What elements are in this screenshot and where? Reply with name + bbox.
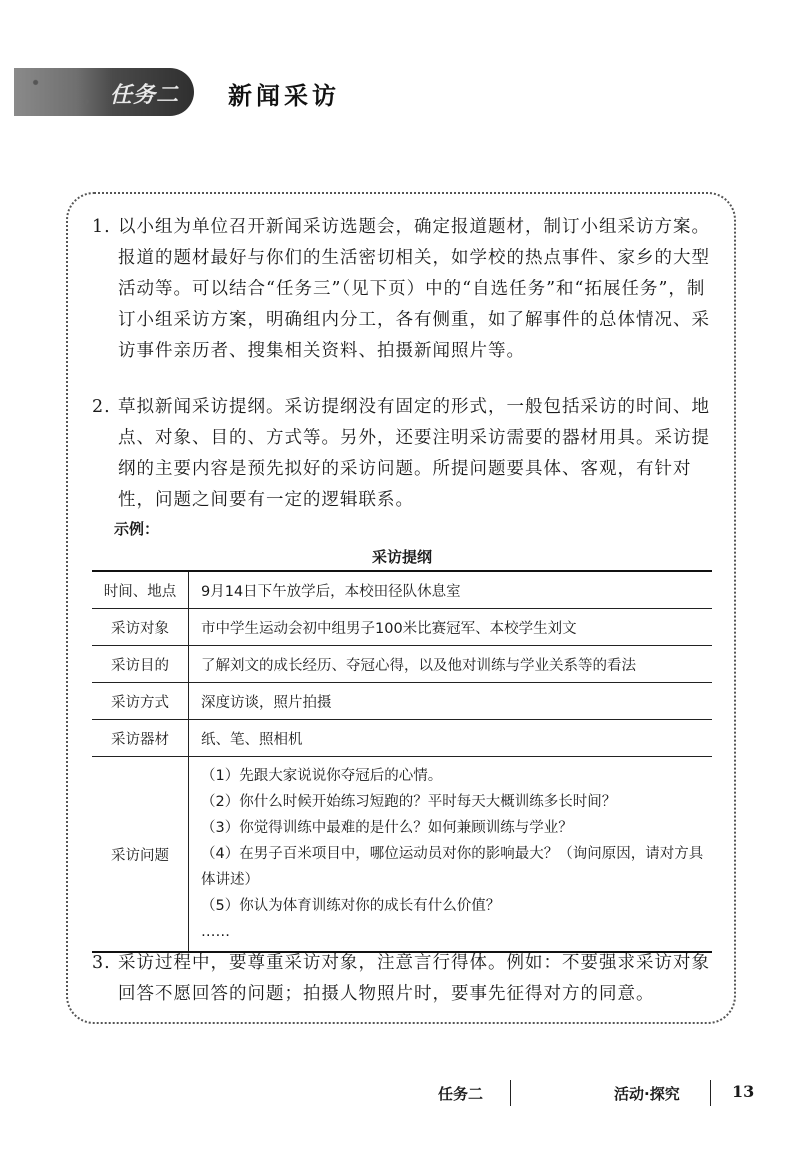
row-value: 深度访谈，照片拍摄 (189, 683, 713, 720)
table-row (92, 757, 712, 953)
item-text: 以小组为单位召开新闻采访选题会，确定报道题材，制订小组采访方案。报道的题材最好与你们的生活密切相关，如学校的热点事件、家乡的大型活动等。可以结合“任务三”（见下页）中的“自选任务”和“拓展任务”，制订小组采访方案，明确组内分工，各有侧重，如了解事件的总体情况、采访事件亲历者、搜集相关资料、拍摄新闻照片等。 (118, 217, 710, 361)
table-row (92, 683, 712, 720)
question-item: （4）在男子百米项目中，哪位运动员对你的影响最大？（询问原因，请对方具体讲述） (201, 846, 704, 888)
row-label: 采访问题 (92, 757, 189, 953)
question-item: （2）你什么时候开始练习短跑的？平时每天大概训练多长时间？ (201, 794, 617, 810)
row-value: 了解刘文的成长经历、夺冠心得，以及他对训练与学业关系等的看法 (189, 646, 713, 683)
item-text: 采访过程中，要尊重采访对象，注意言行得体。例如：不要强求采访对象回答不愿回答的问题；拍摄人物照片时，要事先征得对方的同意。 (118, 953, 710, 1004)
table-row (92, 720, 712, 757)
row-label: 采访对象 (92, 609, 189, 646)
row-label: 采访方式 (92, 683, 189, 720)
table-row (92, 571, 712, 609)
page-number: 13 (732, 1082, 755, 1101)
row-label: 时间、地点 (92, 571, 189, 609)
question-item: …… (201, 924, 230, 940)
footer-section: 活动·探究 (614, 1085, 680, 1103)
question-item: （5）你认为体育训练对你的成长有什么价值？ (201, 898, 501, 914)
task-badge-label: 任务二 (110, 83, 180, 108)
list-item-1 (92, 212, 720, 367)
item-text: 草拟新闻采访提纲。采访提纲没有固定的形式，一般包括采访的时间、地点、对象、目的、方式等。另外，还要注明采访需要的器材用具。采访提纲的主要内容是预先拟好的采访问题。所提问题要具体、客观，有针对性，问题之间要有一定的逻辑联系。 (118, 397, 710, 510)
list-item-2 (92, 392, 720, 516)
row-value: 9月14日下午放学后，本校田径队休息室 (189, 571, 713, 609)
row-value: 纸、笔、照相机 (189, 720, 713, 757)
row-label: 采访器材 (92, 720, 189, 757)
footer-task: 任务二 (438, 1085, 484, 1103)
example-label: 示例： (114, 520, 160, 538)
interview-outline-table (92, 570, 712, 953)
question-item: （1）先跟大家说说你夺冠后的心情。 (201, 768, 443, 784)
footer-divider (710, 1080, 711, 1106)
table-title: 采访提纲 (371, 548, 432, 566)
footer-divider (510, 1080, 511, 1106)
table-row (92, 646, 712, 683)
table-row (92, 609, 712, 646)
row-label: 采访目的 (92, 646, 189, 683)
page-title: 新闻采访 (228, 82, 340, 110)
item-number: 2. (92, 397, 111, 417)
question-item: （3）你觉得训练中最难的是什么？如何兼顾训练与学业？ (201, 820, 573, 836)
row-value: 市中学生运动会初中组男子100米比赛冠军、本校学生刘文 (189, 609, 713, 646)
page-header (0, 64, 800, 120)
task-badge (14, 68, 194, 116)
item-number: 1. (92, 217, 111, 237)
questions-list (189, 757, 712, 951)
questions-cell (189, 757, 713, 953)
list-item-3 (92, 948, 720, 1010)
item-number: 3. (92, 953, 111, 973)
